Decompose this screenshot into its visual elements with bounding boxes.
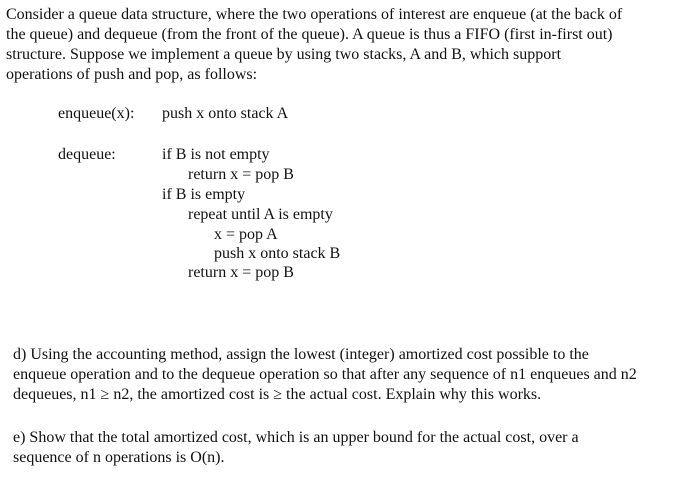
question-d-line: d) Using the accounting method, assign the lowest (integer) amortized cost possible to the — [13, 346, 589, 363]
enqueue-code-line: push x onto stack A — [162, 105, 289, 122]
enqueue-label: enqueue(x): — [58, 105, 135, 122]
question-d-line: dequeues, n1 ≥ n2, the amortized cost is ≥ the actual cost. Explain why this works. — [13, 386, 542, 403]
intro-line: Consider a queue data structure, where the two operations of interest are enqueue (at the back of — [6, 6, 623, 23]
dequeue-code-line: x = pop A — [214, 226, 278, 243]
question-e-line: sequence of n operations is O(n). — [13, 449, 225, 466]
dequeue-label: dequeue: — [58, 146, 116, 163]
intro-line: structure. Suppose we implement a queue by using two stacks, A and B, which support — [6, 46, 562, 63]
dequeue-code-line: if B is empty — [162, 186, 246, 203]
intro-paragraph — [6, 5, 690, 85]
intro-line: operations of push and pop, as follows: — [6, 66, 258, 83]
dequeue-code-line: if B is not empty — [162, 146, 270, 163]
question-d-line: enqueue operation and to the dequeue operation so that after any sequence of n1 enqueues and n2 — [13, 366, 637, 383]
dequeue-code-line: return x = pop B — [188, 264, 294, 281]
question-d — [13, 345, 683, 405]
question-e-line: e) Show that the total amortized cost, which is an upper bound for the actual cost, over a — [13, 429, 579, 446]
dequeue-code-line: return x = pop B — [188, 166, 294, 183]
dequeue-code-line: repeat until A is empty — [188, 206, 333, 223]
dequeue-code-line: push x onto stack B — [214, 245, 341, 262]
intro-line: the queue) and dequeue (from the front of the queue). A queue is thus a FIFO (first in-first out) — [6, 26, 613, 43]
question-e — [13, 428, 683, 468]
